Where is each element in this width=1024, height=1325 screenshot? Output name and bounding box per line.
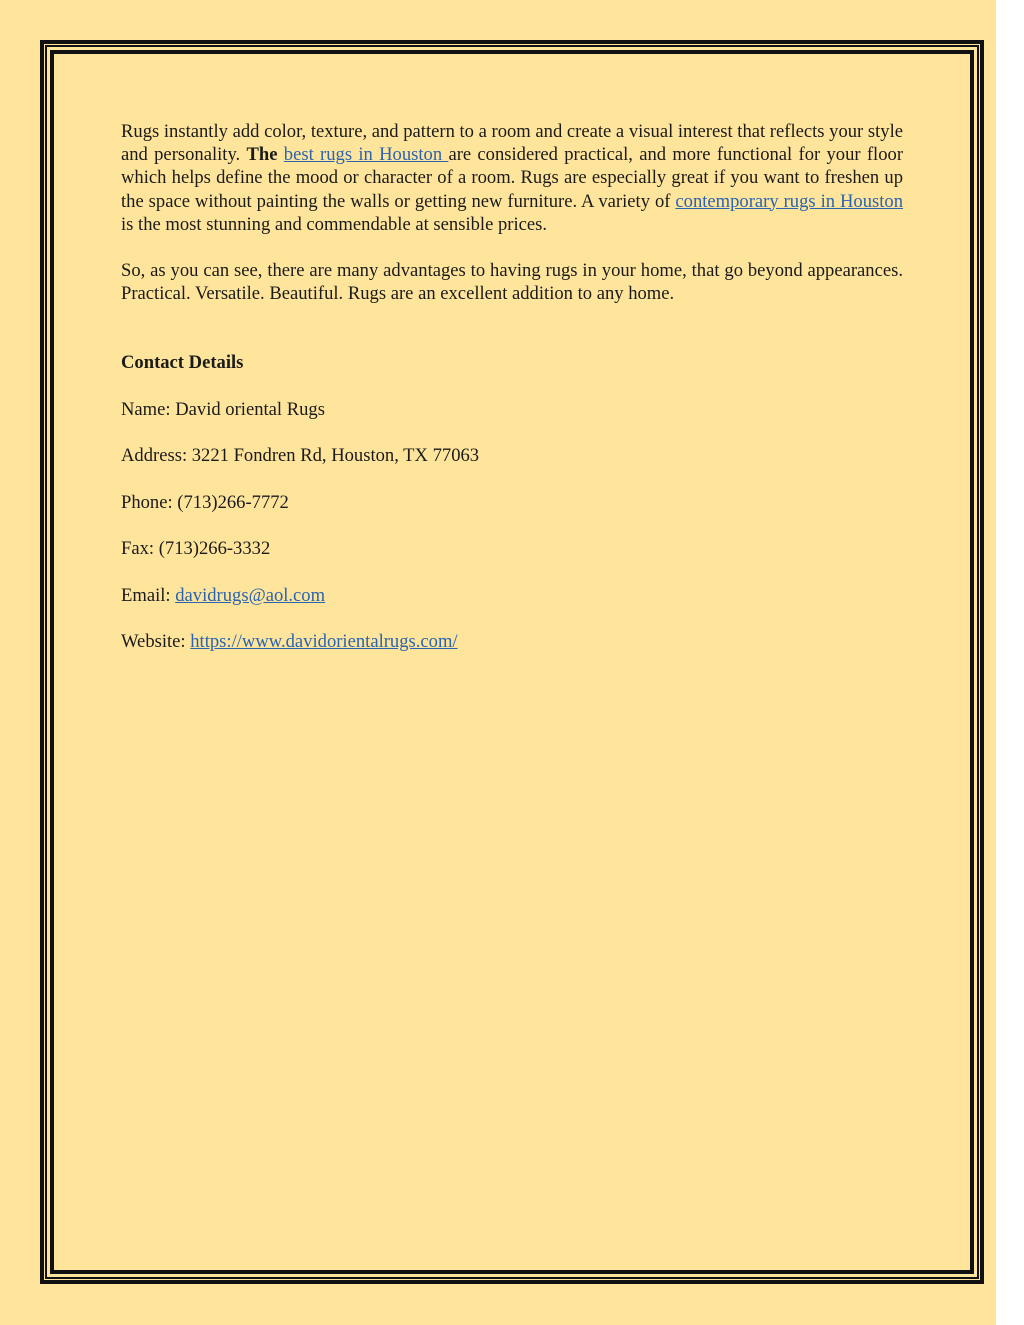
contemporary-rugs-link[interactable]: contemporary rugs in Houston — [675, 190, 904, 212]
intro-paragraph — [121, 120, 903, 236]
contact-name: Name: David oriental Rugs — [121, 398, 325, 420]
intro-text-3: is the most stunning and commendable at sensible prices. — [121, 213, 548, 235]
email-label: Email: — [121, 584, 176, 606]
intro-text-2: are considered practical, and more functional for your floor which helps define the mood or character of a room. Rugs are especially great if you want to freshen up the space without painting the walls or getting new furniture. A variety of — [121, 144, 904, 212]
website-label: Website: — [121, 631, 191, 653]
contact-phone: Phone: (713)266-7772 — [121, 491, 289, 513]
contact-email — [121, 584, 903, 607]
document-content — [121, 120, 903, 677]
website-link[interactable]: https://www.davidorientalrugs.com/ — [190, 631, 458, 653]
contact-fax: Fax: (713)266-3332 — [121, 538, 271, 560]
contact-address: Address: 3221 Fondren Rd, Houston, TX 77063 — [121, 445, 480, 467]
best-rugs-link[interactable]: best rugs in Houston — [283, 144, 449, 166]
advantages-paragraph: So, as you can see, there are many advantages to having rugs in your home, that go beyond appearances. Practical. Versatile. Beautiful. Rugs are an excellent addition to any home. — [121, 260, 903, 305]
email-link[interactable]: davidrugs@aol.com — [175, 584, 326, 606]
intro-bold-text: The — [246, 144, 278, 166]
contact-heading: Contact Details — [121, 352, 244, 374]
intro-text-1: Rugs instantly add color, texture, and pattern to a room and create a visual interest that reflects your style and personality. — [121, 121, 904, 166]
contact-website — [121, 630, 903, 653]
